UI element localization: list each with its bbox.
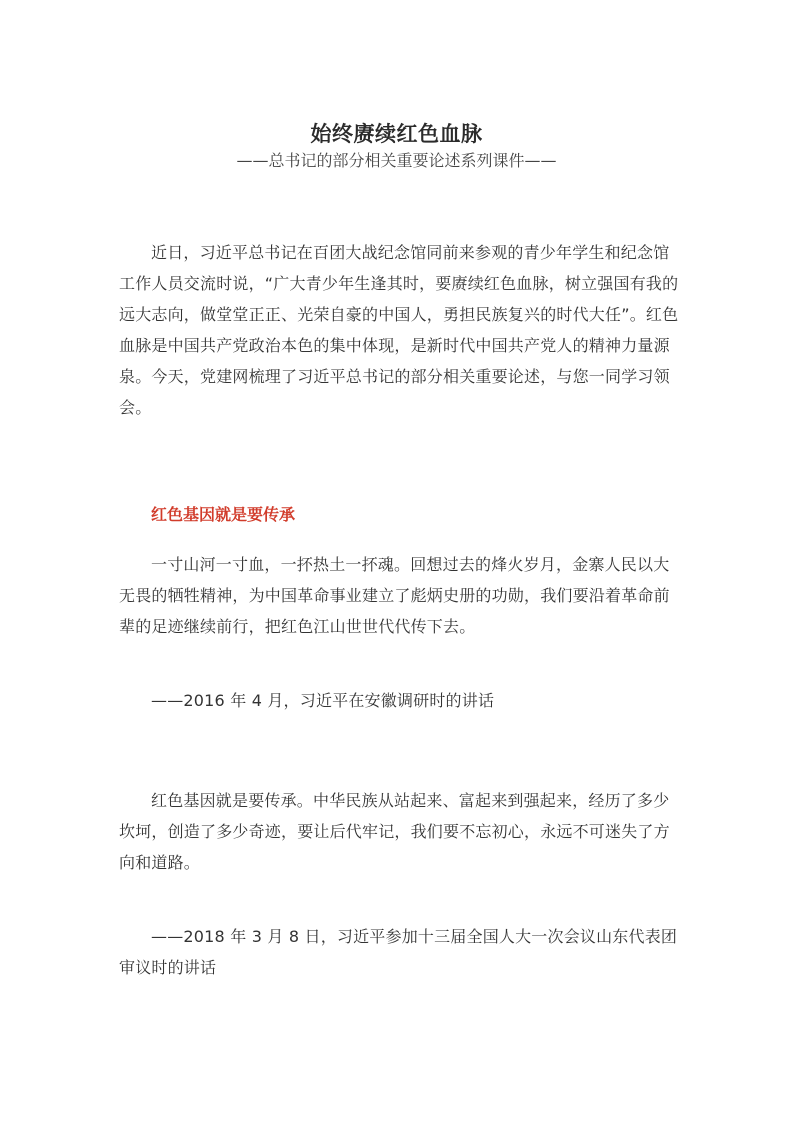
page-subtitle: ——总书记的部分相关重要论述系列课件—— (236, 151, 557, 170)
page-title: 始终赓续红色血脉 (310, 122, 483, 147)
quote-1-text: 一寸山河一寸血，一抔热土一抔魂。回想过去的烽火岁月，金寨人民以大无畏的牺牲精神，为中国革命事业建立了彪炳史册的功勋，我们要沿着革命前辈的足迹继续前行，把红色江山世世代代传下去。 (119, 555, 670, 636)
quote-2-source: ——2018 年 3 月 8 日，习近平参加十三届全国人大一次会议山东代表团审议时的讲话 (119, 927, 678, 977)
quote-2-text: 红色基因就是要传承。中华民族从站起来、富起来到强起来，经历了多少坎坷，创造了多少奇迹，要让后代牢记，我们要不忘初心，永远不可迷失了方向和道路。 (119, 791, 670, 872)
intro-paragraph: 近日，习近平总书记在百团大战纪念馆同前来参观的青少年学生和纪念馆工作人员交流时说，“广大青少年生逢其时，要赓续红色血脉，树立强国有我的远大志向，做堂堂正正、光荣自豪的中国人，勇担民族复兴的时代大任”。红色血脉是中国共产党政治本色的集中体现，是新时代中国共产党人的精神力量源泉。今天，党建网梳理了习近平总书记的部分相关重要论述，与您一同学习领会。 (119, 243, 679, 417)
section-heading: 红色基因就是要传承 (151, 505, 296, 524)
quote-1-source: ——2016 年 4 月，习近平在安徽调研时的讲话 (151, 691, 495, 710)
